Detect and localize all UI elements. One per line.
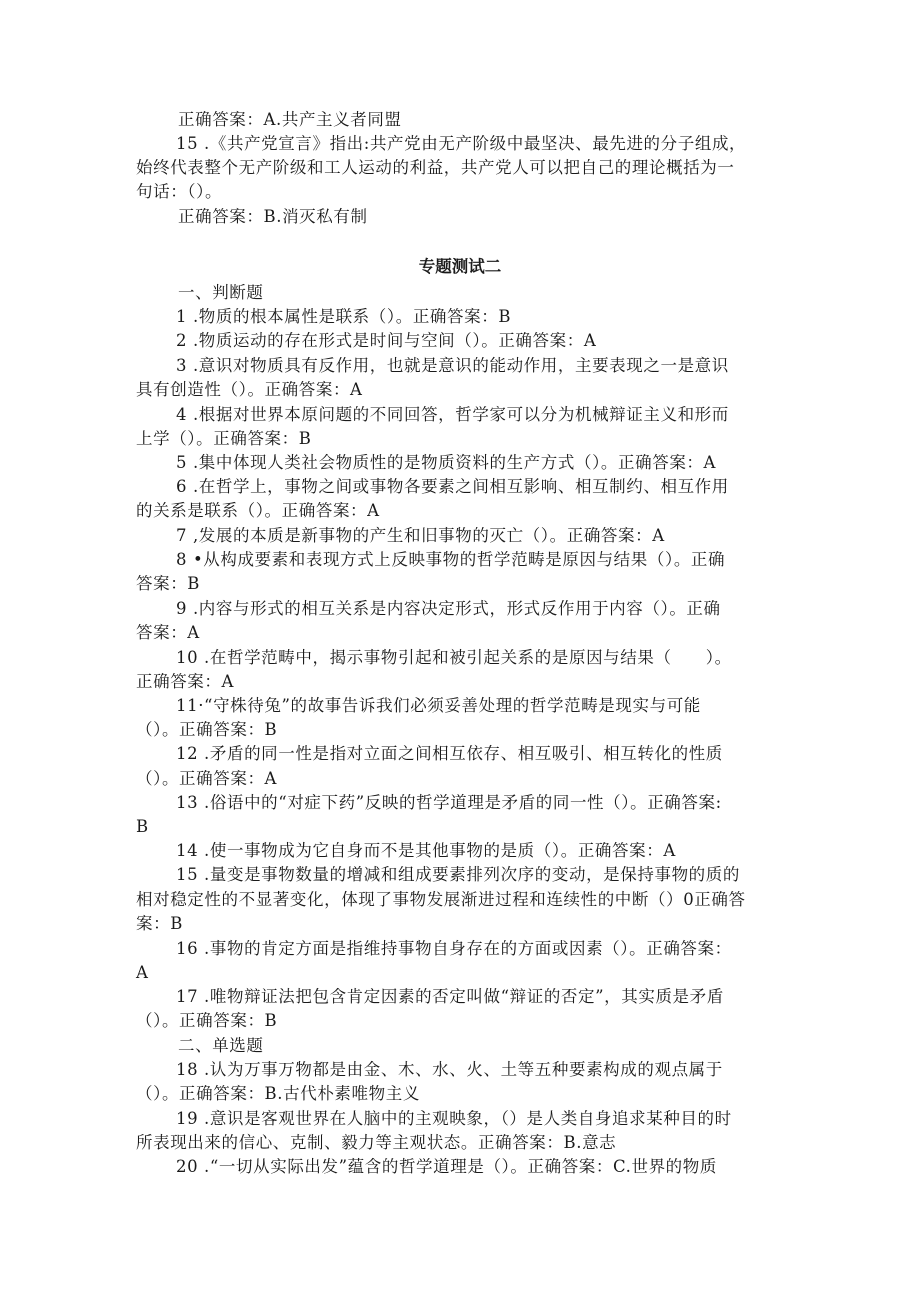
question-15-line-3: 句话：（）。: [136, 182, 223, 201]
question-line: 所表现出来的信心、克制、毅力等主观状态。正确答案：B.意志: [136, 1133, 617, 1152]
question-line: 案：B: [136, 914, 183, 933]
question-line: 16 .事物的肯定方面是指维持事物自身存在的方面或因素（）。正确答案：: [176, 939, 732, 958]
question-line: 13 .俗语中的“对症下药”反映的哲学道理是矛盾的同一性（）。正确答案:: [176, 793, 722, 812]
question-line: （）。正确答案：B: [136, 1011, 278, 1030]
question-line: （）。正确答案：A: [136, 769, 278, 788]
question-line: 19 .意识是客观世界在人脑中的主观映象，（）是人类自身追求某种目的时: [176, 1109, 732, 1128]
question-line: 4 .根据对世界本原问题的不同回答，哲学家可以分为机械辩证主义和形而: [176, 405, 729, 424]
question-line: 2 .物质运动的存在形式是时间与空间（）。正确答案：A: [176, 331, 597, 350]
question-15-line-1: 15 .《共产党宣言》指出:共产党由无产阶级中最坚决、最先进的分子组成，: [176, 134, 747, 153]
question-line: 上学（）。正确答案：B: [136, 429, 312, 448]
section-title: 专题测试二: [418, 257, 502, 276]
question-line: 1 .物质的根本属性是联系（）。正确答案：B: [176, 307, 512, 326]
question-line: 5 .集中体现人类社会物质性的是物质资料的生产方式（）。正确答案：A: [176, 453, 717, 472]
question-line: 的关系是联系（）。正确答案：A: [136, 501, 380, 520]
subsection-heading-single-choice: 二、单选题: [178, 1036, 264, 1055]
question-15-line-2: 始终代表整个无产阶级和工人运动的利益，共产党人可以把自己的理论概括为一: [136, 158, 735, 177]
question-line: A: [136, 963, 149, 982]
question-line: 6 .在哲学上，事物之间或事物各要素之间相互影响、相互制约、相互作用: [176, 477, 729, 496]
question-line: B: [136, 817, 149, 836]
question-line: 答案：B: [136, 574, 201, 593]
question-line: 8 •从构成要素和表现方式上反映事物的哲学范畴是原因与结果（）。正确: [176, 550, 726, 569]
question-line: 18 .认为万事万物都是由金、木、水、火、土等五种要素构成的观点属于: [176, 1060, 723, 1079]
question-line: 17 .唯物辩证法把包含肯定因素的否定叫做“辩证的否定”，其实质是矛盾: [176, 987, 724, 1006]
answer-line: 正确答案：B.消灭私有制: [178, 207, 368, 226]
question-line: 12 .矛盾的同一性是指对立面之间相互依存、相互吸引、相互转化的性质: [176, 744, 723, 763]
question-line: 11·“守株待兔”的故事告诉我们必须妥善处理的哲学范畴是现实与可能: [176, 696, 701, 715]
question-line: 正确答案：A: [136, 672, 235, 691]
question-line: 相对稳定性的不显著变化，体现了事物发展渐进过程和连续性的中断（）0正确答: [136, 890, 746, 909]
question-line: 10 .在哲学范畴中，揭示事物引起和被引起关系的是原因与结果（ ）。: [176, 648, 732, 667]
question-line: 15 .量变是事物数量的增减和组成要素排列次序的变动，是保持事物的质的: [176, 865, 740, 884]
question-line: 20 .“一切从实际出发”蕴含的哲学道理是（）。正确答案：C.世界的物质: [176, 1157, 717, 1176]
question-line: （）。正确答案：B: [136, 720, 278, 739]
question-line: 14 .使一事物成为它自身而不是其他事物的是质（）。正确答案：A: [176, 841, 676, 860]
question-line: 7 ,发展的本质是新事物的产生和旧事物的灭亡（）。正确答案：A: [176, 526, 665, 545]
question-line: 具有创造性（）。正确答案：A: [136, 380, 363, 399]
subsection-heading-judgement: 一、判断题: [178, 283, 264, 302]
question-line: （）。正确答案：B.古代朴素唯物主义: [136, 1084, 420, 1103]
question-line: 答案：A: [136, 623, 200, 642]
question-line: 3 .意识对物质具有反作用，也就是意识的能动作用，主要表现之一是意识: [176, 356, 729, 375]
answer-line: 正确答案：A.共产主义者同盟: [178, 110, 402, 129]
question-line: 9 .内容与形式的相互关系是内容决定形式，形式反作用于内容（）。正确: [176, 599, 721, 618]
